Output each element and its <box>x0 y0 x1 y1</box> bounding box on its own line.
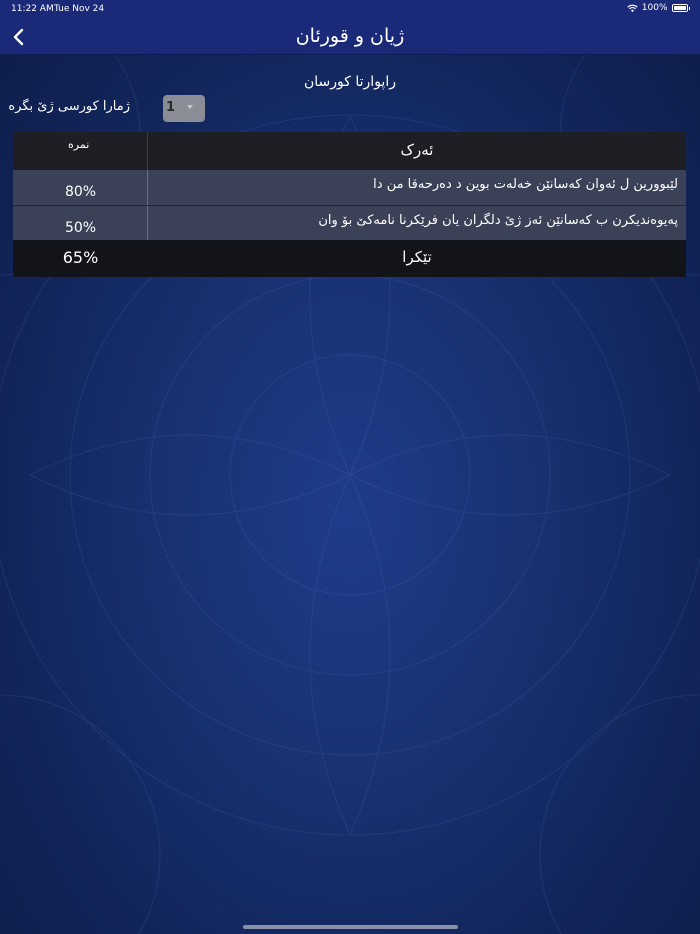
score-cell <box>13 170 148 205</box>
report-title: راپوارتا کورسان <box>304 74 396 90</box>
score-value: 50% <box>64 220 97 236</box>
table-header-row <box>13 132 686 170</box>
table-row <box>13 205 686 240</box>
chevron-down-icon <box>187 105 193 109</box>
total-label: تێکرا <box>402 248 432 266</box>
status-indicators <box>627 3 690 13</box>
total-score-value: 65% <box>62 248 99 267</box>
course-number-select[interactable] <box>163 95 205 122</box>
task-text: لێبوورین ل ئەوان کەسانێن خەلەت بوین د دەرحەقا من دا <box>373 177 678 192</box>
course-number-label: ژمارا کورسی ژێ بگرە <box>8 99 130 114</box>
total-label-cell <box>148 240 686 277</box>
nav-bar <box>0 20 700 55</box>
course-select-value: 1 <box>166 100 176 115</box>
task-text: پەیوەندیکرن ب کەسانێن ئەز ژێ دلگران یان فرێکرنا نامەکێ بۆ وان <box>318 213 678 228</box>
score-column-header: نمرە <box>68 138 90 151</box>
status-time: 11:22 AM <box>11 4 54 14</box>
task-header-cell <box>148 132 686 170</box>
status-date: Tue Nov 24 <box>54 4 105 14</box>
table-total-row <box>13 240 686 277</box>
battery-percent: 100% <box>641 3 668 13</box>
battery-icon <box>672 4 688 12</box>
battery-tip <box>689 7 691 10</box>
report-table <box>13 132 686 277</box>
task-column-header: ئەرک <box>400 141 434 159</box>
task-cell <box>148 170 686 205</box>
score-cell <box>13 206 148 240</box>
table-row <box>13 170 686 205</box>
task-cell <box>148 206 686 240</box>
score-header-cell <box>13 132 148 170</box>
status-bar <box>0 0 700 20</box>
score-value: 80% <box>64 184 97 200</box>
total-score-cell <box>13 240 148 277</box>
page-title: ژیان و قورئان <box>295 25 405 47</box>
wifi-icon <box>627 4 638 13</box>
home-indicator[interactable] <box>243 925 458 929</box>
